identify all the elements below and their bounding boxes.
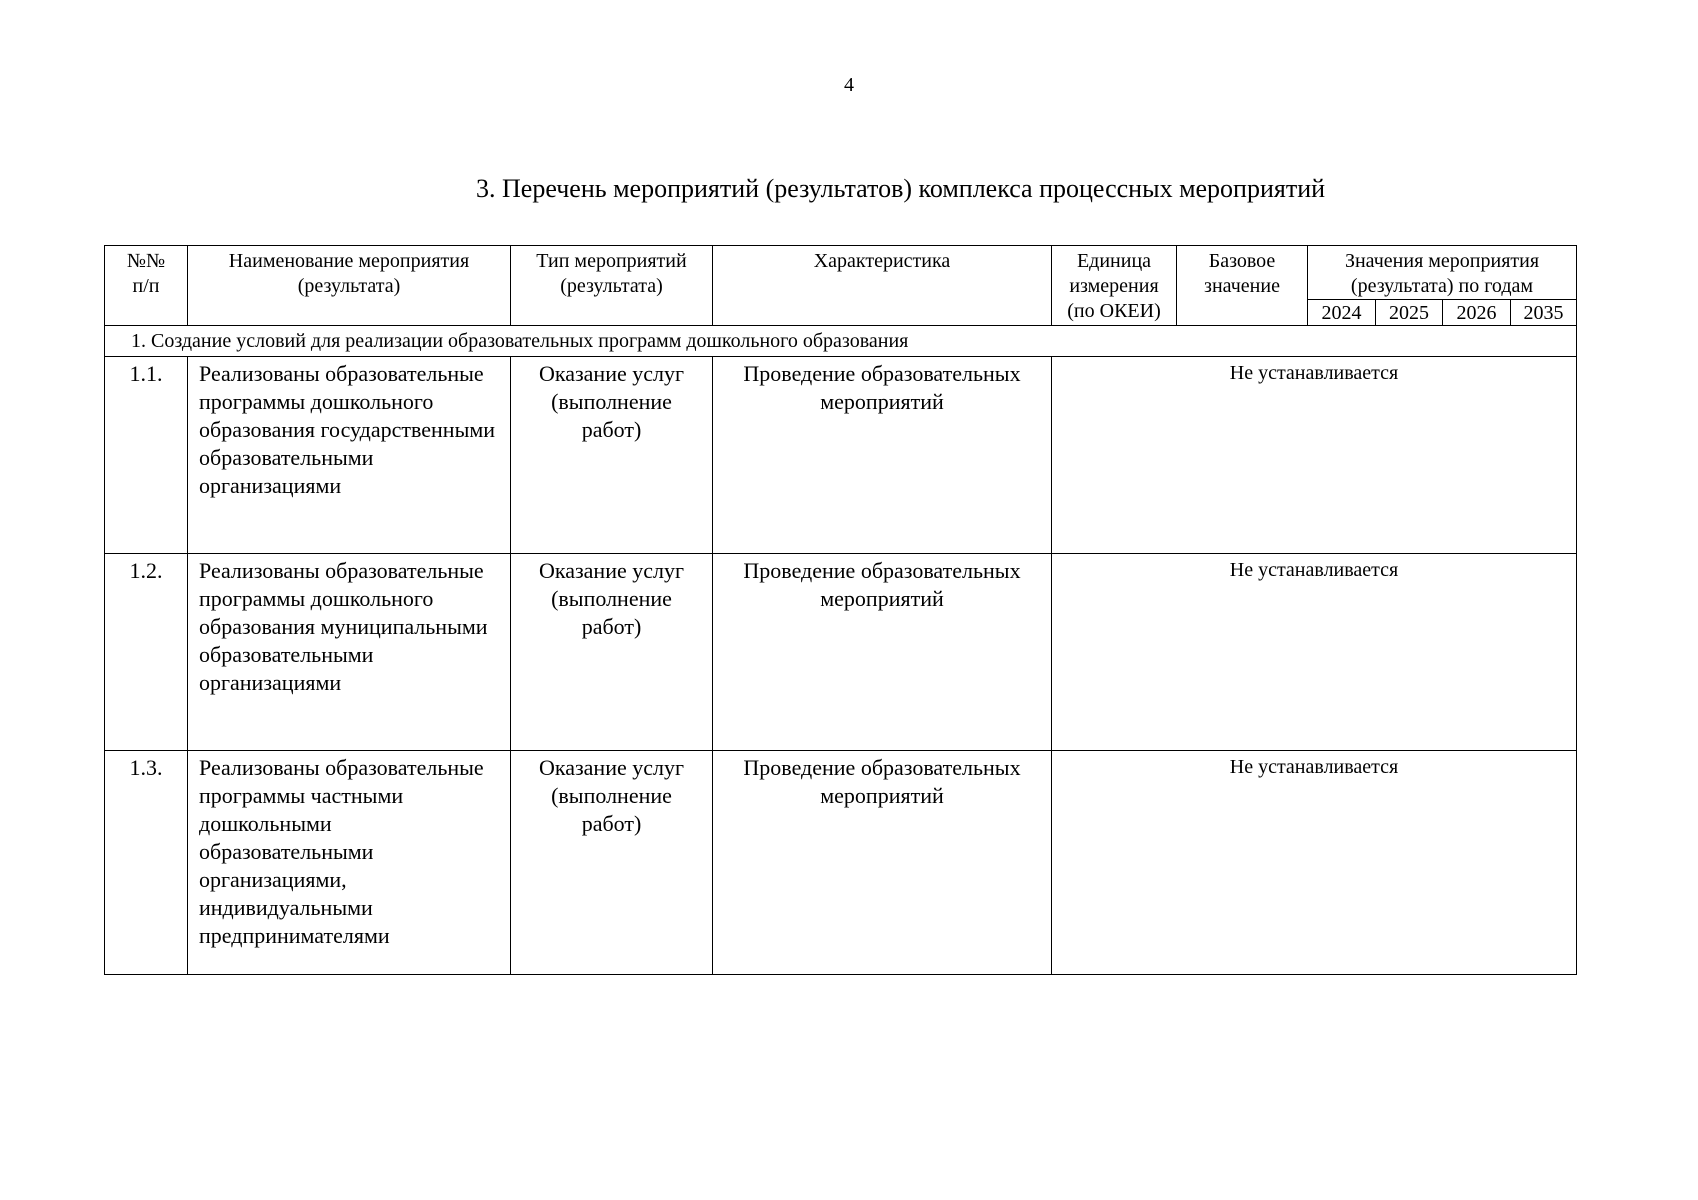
header-year-2026: 2026	[1443, 300, 1511, 326]
row-num: 1.1.	[105, 357, 188, 554]
header-year-2035: 2035	[1511, 300, 1577, 326]
row-characteristic: Проведение образовательных мероприятий	[713, 554, 1052, 751]
row-num: 1.3.	[105, 751, 188, 975]
row-type: Оказание услуг (выполнение работ)	[511, 751, 713, 975]
header-base: Базовое значение	[1177, 246, 1308, 326]
row-num: 1.2.	[105, 554, 188, 751]
row-type: Оказание услуг (выполнение работ)	[511, 357, 713, 554]
header-unit: Единица измерения (по ОКЕИ)	[1052, 246, 1177, 326]
table-row	[105, 357, 1577, 554]
row-name: Реализованы образовательные программы дошкольного образования муниципальными образовательными организациями	[188, 554, 511, 751]
section-title: 1. Создание условий для реализации образовательных программ дошкольного образования	[105, 326, 1577, 357]
header-year-2025: 2025	[1376, 300, 1443, 326]
page-number: 4	[844, 74, 854, 96]
header-year-2024: 2024	[1308, 300, 1376, 326]
row-type: Оказание услуг (выполнение работ)	[511, 554, 713, 751]
row-characteristic: Проведение образовательных мероприятий	[713, 751, 1052, 975]
document-title: 3. Перечень мероприятий (результатов) комплекса процессных мероприятий	[476, 174, 1326, 203]
table-row	[105, 751, 1577, 975]
row-name: Реализованы образовательные программы дошкольного образования государственными образовательными организациями	[188, 357, 511, 554]
row-value: Не устанавливается	[1052, 554, 1577, 751]
activities-table	[104, 245, 1577, 975]
header-name: Наименование мероприятия (результата)	[188, 246, 511, 326]
header-type: Тип мероприятий (результата)	[511, 246, 713, 326]
header-values-by-year: Значения мероприятия (результата) по годам	[1308, 246, 1577, 300]
table-row	[105, 554, 1577, 751]
row-name: Реализованы образовательные программы частными дошкольными образовательными организациями, индивидуальными предпринимателями	[188, 751, 511, 975]
section-row	[105, 326, 1577, 357]
row-characteristic: Проведение образовательных мероприятий	[713, 357, 1052, 554]
header-num: №№ п/п	[105, 246, 188, 326]
row-value: Не устанавливается	[1052, 751, 1577, 975]
row-value: Не устанавливается	[1052, 357, 1577, 554]
header-characteristic: Характеристика	[713, 246, 1052, 326]
